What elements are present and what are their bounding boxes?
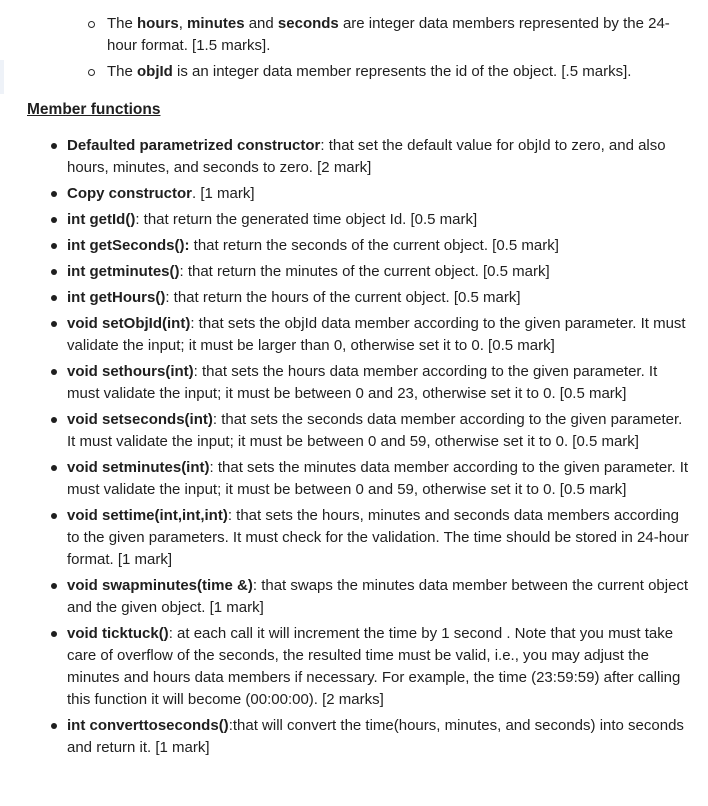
left-edge-marker bbox=[0, 60, 4, 94]
list-item-objid bbox=[88, 61, 688, 83]
function-name: Defaulted parametrized constructor bbox=[67, 137, 321, 154]
function-description: : at each call it will increment the time by 1 second . Note that you must take care of overflow of the seconds, the resulted time must be valid, i.e., you may adjust the minutes and hours data members if necessary. For example, the time (23:59:59) after calling this function it will become (00:00:00). [2 marks] bbox=[67, 625, 681, 708]
function-name: void setseconds(int) bbox=[67, 411, 213, 428]
item-term: seconds bbox=[277, 15, 339, 32]
item-text: The bbox=[107, 15, 138, 32]
list-item bbox=[50, 313, 690, 357]
function-name: int converttoseconds() bbox=[67, 717, 229, 734]
function-description: : that sets the objId data member according to the given parameter. It must validate the input; it must be larger than 0, otherwise set it to 0. [0.5 mark] bbox=[67, 315, 686, 354]
function-name: int getSeconds(): bbox=[67, 237, 190, 254]
function-name: void ticktuck() bbox=[67, 625, 169, 642]
list-item bbox=[50, 261, 690, 283]
item-text: , bbox=[178, 15, 188, 32]
function-name: void setminutes(int) bbox=[67, 459, 210, 476]
list-item bbox=[50, 623, 690, 711]
function-name: void setObjId(int) bbox=[67, 315, 191, 332]
data-members-list bbox=[88, 13, 688, 87]
function-description: : that swaps the minutes data member between the current object and the given object. [1 mark] bbox=[67, 577, 689, 616]
item-text: are integer data members represented by the 24-hour format. [1.5 marks]. bbox=[107, 15, 670, 54]
function-description: : that sets the minutes data member according to the given parameter. It must validate the input; it must be between 0 and 59, otherwise set it to 0. [0.5 mark] bbox=[67, 459, 689, 498]
function-description: : that sets the seconds data member according to the given parameter. It must validate the input; it must be between 0 and 59, otherwise set it to 0. [0.5 mark] bbox=[67, 411, 683, 450]
function-description: : that sets the hours data member according to the given parameter. It must validate the input; it must be between 0 and 23, otherwise set it to 0. [0.5 mark] bbox=[67, 363, 658, 402]
section-heading-member-functions: Member functions bbox=[27, 101, 161, 118]
function-name: int getHours() bbox=[67, 289, 166, 306]
item-term: minutes bbox=[187, 15, 245, 32]
list-item-hours-minutes-seconds bbox=[88, 13, 688, 57]
list-item bbox=[50, 361, 690, 405]
list-item bbox=[50, 135, 690, 179]
list-item bbox=[50, 409, 690, 453]
member-functions-list bbox=[50, 135, 690, 763]
list-item bbox=[50, 183, 690, 205]
list-item bbox=[50, 287, 690, 309]
function-description: : that return the hours of the current object. [0.5 mark] bbox=[165, 289, 521, 306]
list-item bbox=[50, 505, 690, 571]
list-item bbox=[50, 457, 690, 501]
function-description: : that return the minutes of the current object. [0.5 mark] bbox=[179, 263, 550, 280]
list-item bbox=[50, 209, 690, 231]
function-name: void swapminutes(time &) bbox=[67, 577, 253, 594]
function-name: int getminutes() bbox=[67, 263, 180, 280]
item-term: objId bbox=[137, 63, 173, 80]
function-name: Copy constructor bbox=[67, 185, 193, 202]
list-item bbox=[50, 235, 690, 257]
function-name: void settime(int,int,int) bbox=[67, 507, 228, 524]
item-text: The bbox=[107, 63, 138, 80]
list-item bbox=[50, 575, 690, 619]
function-description: :that will convert the time(hours, minutes, and seconds) into seconds and return it. [1 mark] bbox=[67, 717, 684, 756]
function-description: that return the seconds of the current object. [0.5 mark] bbox=[189, 237, 559, 254]
function-description: : that return the generated time object Id. [0.5 mark] bbox=[135, 211, 478, 228]
item-text: and bbox=[244, 15, 278, 32]
item-term: hours bbox=[137, 15, 179, 32]
function-description: : that sets the hours, minutes and seconds data members according to the given parameters. It must check for the validation. The time should be stored in 24-hour format. [1 mark] bbox=[67, 507, 689, 568]
function-description: : that set the default value for objId to zero, and also hours, minutes, and seconds to zero. [2 mark] bbox=[67, 137, 666, 176]
item-text: is an integer data member represents the id of the object. [.5 marks]. bbox=[172, 63, 632, 80]
list-item bbox=[50, 715, 690, 759]
function-name: void sethours(int) bbox=[67, 363, 194, 380]
function-description: . [1 mark] bbox=[192, 185, 255, 202]
function-name: int getId() bbox=[67, 211, 136, 228]
